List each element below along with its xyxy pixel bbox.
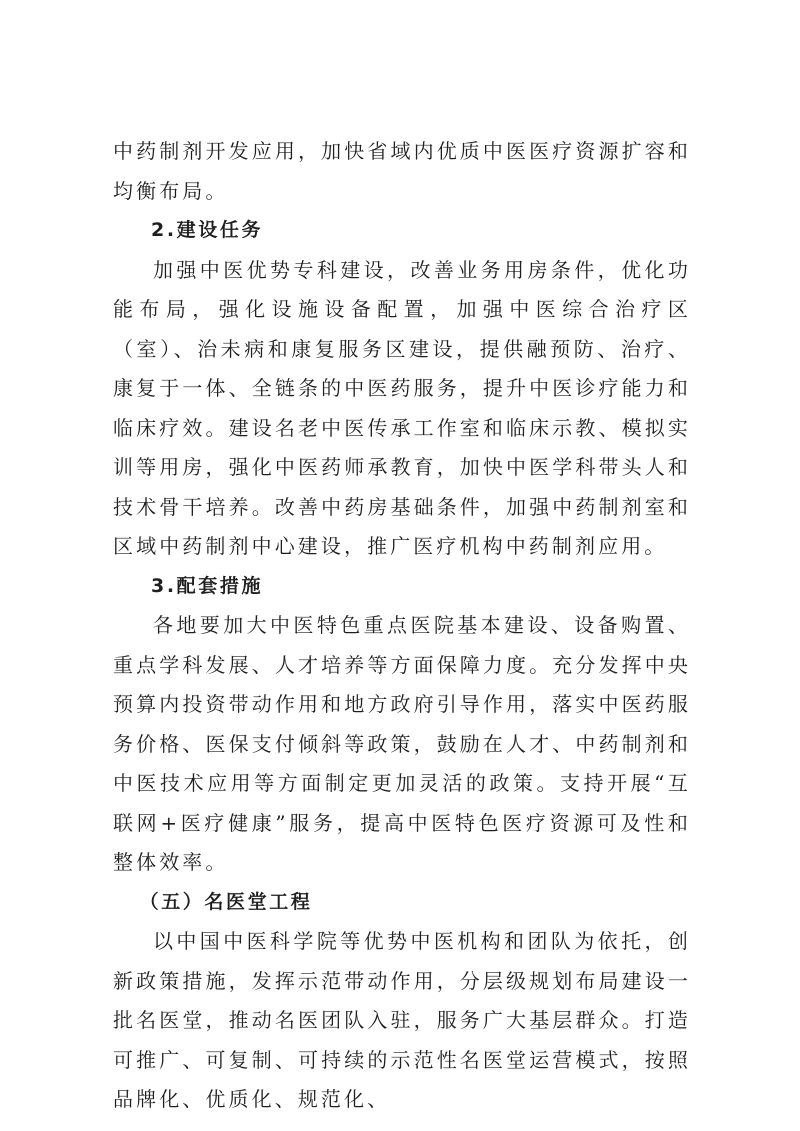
paragraph-continued: 中药制剂开发应用，加快省域内优质中医医疗资源扩容和均衡布局。 xyxy=(113,139,691,203)
section-heading-famous-clinic-project: （五）名医堂工程 xyxy=(139,890,313,913)
paragraph-supporting-measures: 各地要加大中医特色重点医院基本建设、设备购置、重点学科发展、人才培养等方面保障力度。充分发挥中央预算内投资带动作用和地方政府引导作用，落实中医药服务价格、医保支付倾斜等政策，鼓励在人才、中药制剂和中医技术应用等方面制定更加灵活的政策。支持开展“互联网+医疗健康”服务，提高中医特色医疗资源可及性和整体效率。 xyxy=(113,613,691,874)
subheading-supporting-measures: 3.配套措施 xyxy=(151,574,264,597)
paragraph-famous-clinic-project: 以中国中医科学院等优势中医机构和团队为依托，创新政策措施，发挥示范带动作用，分层级规划布局建设一批名医堂，推动名医团队入驻，服务广大基层群众。打造可推广、可复制、可持续的示范性名医堂运营模式，按照品牌化、优质化、规范化、 xyxy=(113,929,691,1111)
document-body xyxy=(113,132,691,1120)
subheading-construction-tasks: 2.建设任务 xyxy=(151,219,264,241)
paragraph-construction-tasks: 加强中医优势专科建设，改善业务用房条件，优化功能布局，强化设施设备配置，加强中医综合治疗区（室）、治未病和康复服务区建设，提供融预防、治疗、康复于一体、全链条的中医药服务，提升中医诊疗能力和临床疗效。建设名老中医传承工作室和临床示教、模拟实训等用房，强化中医药师承教育，加快中医学科带头人和技术骨干培养。改善中药房基础条件，加强中药制剂室和区域中药制剂中心建设，推广医疗机构中药制剂应用。 xyxy=(113,257,691,558)
